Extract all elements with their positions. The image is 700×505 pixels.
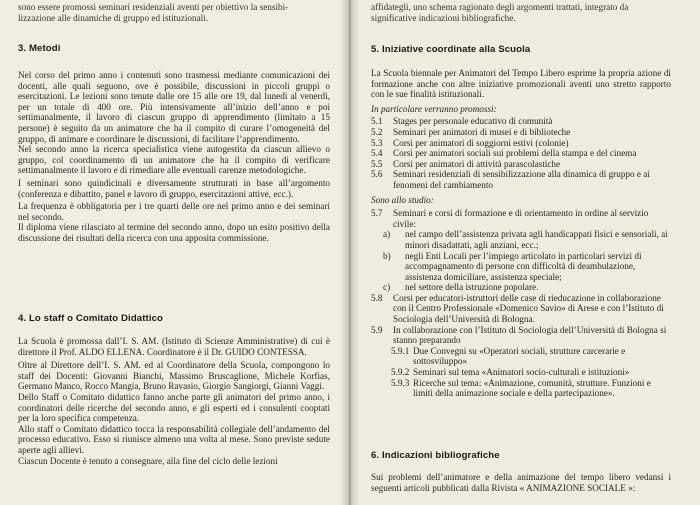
list-item <box>371 116 671 127</box>
item-text: Due Convegni su «Operatori sociali, strutture carcerarie e sottosviluppo» <box>413 345 626 367</box>
section-heading: 4. Lo staff o Comitato Didattico <box>18 313 163 324</box>
list-item <box>371 293 671 325</box>
promoted-label: In particolare verranno promossi: <box>371 103 497 114</box>
item-number: 5.9.2 <box>391 367 410 378</box>
left-intro <box>18 2 330 23</box>
list-item <box>371 169 671 190</box>
item-number: 5.1 <box>371 116 383 127</box>
preparation-list <box>371 346 671 399</box>
section-iniziative <box>371 44 671 55</box>
section-heading: 3. Metodi <box>18 43 61 54</box>
iniziative-body <box>371 68 671 399</box>
item-text: Seminari e corsi di formazione e di orientamento in ordine al servizio civile: <box>393 208 649 229</box>
item-text: nel campo dell’assistenza privata agli handicappati fisici e sensoriali, ai minori disadattati, agli anziani, ecc.; <box>405 229 668 250</box>
item-text: Ricerche sul tema: «Animazione, comunità, strutture. Funzioni e limiti della animazione sociale e della partecipazione». <box>413 377 651 399</box>
list-item <box>371 325 671 346</box>
item-number: 5.9.3 <box>391 377 410 388</box>
item-text: Seminari sul tema «Animatori socio-culturali e istituzioni» <box>413 367 630 378</box>
paragraph: Allo staff o Comitato didattico tocca la responsabilità collegiale dell’andamento del processo educativo. Esso si riunisce almeno una volta al mese. Sono previste sedute aperte agli allievi. <box>18 423 330 455</box>
item-text: Corsi per animatori di attività parascolastiche <box>393 158 561 169</box>
item-text: Seminari residenziali di sensibilizzazione alla dinamica di gruppo e ai fenomeni del cambiamento <box>393 169 650 190</box>
item-number: 5.4 <box>371 148 383 159</box>
section-staff <box>18 313 330 324</box>
paragraph: Ciascun Docente è tenuto a consegnare, alla fine del ciclo delle lezioni <box>18 455 278 466</box>
study-list-continued <box>371 293 671 346</box>
list-item <box>371 367 671 378</box>
item-text: Stages per personale educativo di comunità <box>393 116 553 127</box>
paragraph: Sui problemi dell’animatore e della animazione del tempo libero vedansi i seguenti articoli pubblicati dalla Rivista « ANIMAZIONE SOCIALE »: <box>371 472 671 493</box>
intro-line: affidategli, uno schema ragionato degli argomenti trattati, integrato da <box>371 2 629 12</box>
paragraph: La Scuola biennale per Animatori del Tempo Libero esprime la propria azione di formazione anche con altre iniziative promozionali aventi uno stretto rapporto con le sue finalità istituzionali. <box>371 68 671 100</box>
list-item <box>371 346 671 367</box>
metodi-body <box>18 70 330 244</box>
list-item <box>371 229 671 250</box>
item-text: Corsi per animatori sociali sui problemi della stampa e del cinema <box>393 148 637 159</box>
list-item <box>371 127 671 138</box>
item-number: c) <box>383 282 391 293</box>
item-number: 5.3 <box>371 137 383 148</box>
study-label: Sono allo studio: <box>371 194 434 205</box>
section-metodi <box>18 43 330 54</box>
list-item <box>371 251 671 283</box>
section-heading: 6. Indicazioni bibliografiche <box>371 450 500 461</box>
item-number: 5.6 <box>371 169 383 180</box>
bibliografia-body <box>371 472 671 493</box>
paragraph: Dello Staff o Comitato didattico fanno anche parte gli animatori del primo anno, i coordinatori delle ricerche del secondo anno, e gli esperti ed i consulenti cooptati per la loro specifica competenza. <box>18 391 330 424</box>
civil-service-list <box>371 229 671 293</box>
item-number: 5.7 <box>371 208 383 219</box>
item-text: Corsi per animatori di soggiorni estivi (colonie) <box>393 137 569 148</box>
paragraph: Nel secondo anno la ricerca specialistica viene autogestita da ciascun allievo o gruppo, col coordinamento di un animatore che ha il compito di verificare settimanalmente il lavoro e di rimediare alle eventuali carenze metodologiche. <box>18 144 330 176</box>
intro-line: sono essere promossi seminari residenziali aventi per obiettivo la sensibi- <box>18 2 289 12</box>
list-item <box>371 159 671 170</box>
item-number: 5.9 <box>371 324 383 335</box>
list-item <box>371 138 671 149</box>
intro-line: significative indicazioni bibliografiche. <box>371 12 516 23</box>
paragraph: La Scuola è promossa dall’I. S. AM. (Istituto di Scienze Amministrative) di cui è direttore il Prof. ALDO ELLENA. Coordinatore è il Dr. GUIDO CONTESSA. <box>18 336 330 357</box>
intro-line: lizzazione alle dinamiche di gruppo ed istituzionali. <box>18 12 209 23</box>
item-number: 5.5 <box>371 158 383 169</box>
paragraph: La frequenza è obbligatoria per i tre quarti delle ore nel primo anno e dei seminari nel secondo. <box>18 201 330 222</box>
item-number: 5.2 <box>371 126 383 137</box>
right-page <box>351 0 700 505</box>
item-text: Corsi per educatori-istruttori delle case di rieducazione in collaborazione con il Centro Professionale «Domenico Savio» di Arese e con l’Istituto di Sociologia dell’Università di Bologna. <box>393 292 664 325</box>
book-gutter <box>340 0 360 505</box>
list-item <box>371 148 671 159</box>
item-number: b) <box>383 250 391 261</box>
item-number: 5.9.1 <box>391 345 410 356</box>
item-text: In collaborazione con l’Istituto di Sociologia dell’Università di Bologna si stanno preparando <box>393 324 667 346</box>
list-item <box>371 282 671 293</box>
right-intro <box>371 2 671 23</box>
promoted-list <box>371 116 671 190</box>
item-text: nel settore della istruzione popolare. <box>405 282 539 293</box>
item-number: a) <box>383 229 391 240</box>
section-heading: 5. Iniziative coordinate alla Scuola <box>371 44 531 55</box>
study-list <box>371 208 671 229</box>
section-bibliografia <box>371 450 671 461</box>
list-item <box>371 208 671 229</box>
paragraph: Oltre al Direttore dell’I. S. AM. ed al Coordinatore della Scuola, compongono lo staff dei Docenti: Giovanni Bianchi, Massimo Bruscaglione, Michele Korfias, Germano Manco, Rocco Mangia, Bruno Ravasio, Giorgio Sangiorgi, Gianni Vaggi. <box>18 360 330 392</box>
item-number: 5.8 <box>371 292 383 303</box>
staff-body <box>18 336 330 466</box>
item-text: negli Enti Locali per l’impiego articolato in particolari servizi di accompagnamento di persone con difficoltà di deambulazione, assistenza domiciliare, assistenza speciale; <box>405 250 642 282</box>
paragraph: Il diploma viene rilasciato al termine del secondo anno, dopo un esito positivo della discussione dei risultati della ricerca con una apposita commissione. <box>18 222 330 243</box>
item-text: Seminari per animatori di musei e di biblioteche <box>393 126 571 137</box>
paragraph: I seminari sono quindicinali e diversamente strutturati in base all’argomento (conferenza e dibattito, panel e lavoro di gruppo, esercitazioni attive, ecc.). <box>18 177 330 199</box>
left-page <box>0 0 349 505</box>
list-item <box>371 378 671 399</box>
paragraph: Nel corso del primo anno i contenuti sono trasmessi mediante comunicazioni dei docenti, alle quali seguono, ove è possibile, discussioni in piccoli gruppi o esercitazioni. Le lezioni sono tenute dalle ore 15 alle ore 19, dal lunedì al venerdì, per un totale di 400 ore. Più intensivamente all’inizio dell’anno e poi settimanalmente, il lavoro di ciascun gruppo di apprendimento (limitato a 15 persone) è seguito da un animatore che ha il compito di curare l’omogeneità del gruppo, di animare e coordinare le discussioni, di facilitare l’apprendimento. <box>18 70 330 144</box>
